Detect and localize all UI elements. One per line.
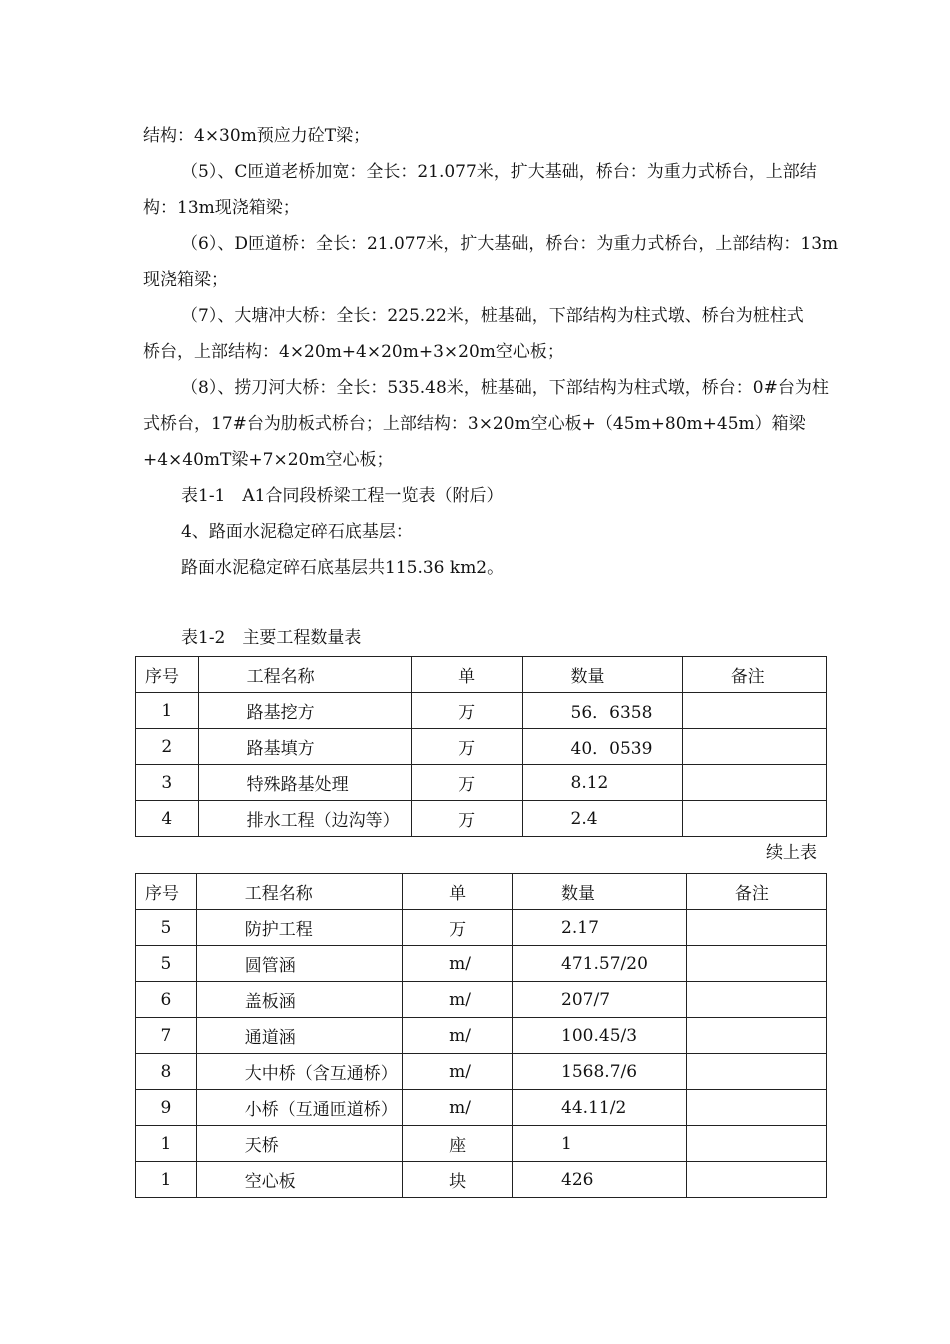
header-cell: 数量 [522,657,682,693]
cell-no: 2 [136,729,199,765]
table-header-row [136,657,827,693]
cell-unit: 万 [412,765,522,801]
cell-name: 路基填方 [198,729,411,765]
table-row [136,801,827,837]
cell-unit: 万 [403,910,513,946]
text-line: （7）、大塘冲大桥：全长：225.22米，桩基础，下部结构为柱式墩、桥台为桩柱式 [181,306,804,326]
cell-name: 防护工程 [196,910,402,946]
table-row [136,1054,827,1090]
header-cell: 备注 [682,657,826,693]
cell-name: 空心板 [196,1162,402,1198]
cell-quantity: 1 [513,1126,687,1162]
table-row [136,765,827,801]
cell-note [682,801,826,837]
section-heading: 4、路面水泥稳定碎石底基层： [181,522,413,542]
cell-no: 8 [136,1054,197,1090]
table-row [136,693,827,729]
cell-unit: m/ [403,1090,513,1126]
cell-quantity: 1568.7/6 [513,1054,687,1090]
header-cell: 工程名称 [198,657,411,693]
cell-note [686,1018,826,1054]
text-line: （6）、D匝道桥：全长：21.077米，扩大基础，桥台：为重力式桥台，上部结构：13m [181,234,839,254]
text-line: +4×40mT梁+7×20m空心板； [143,450,394,470]
body-text [143,118,843,586]
cell-quantity: 40．0539 [522,729,682,765]
cell-quantity: 2.17 [513,910,687,946]
cell-no: 1 [136,693,199,729]
cell-name: 路基挖方 [198,693,411,729]
header-cell: 序号 [136,657,199,693]
header-cell: 备注 [686,874,826,910]
cell-note [686,1126,826,1162]
cell-no: 7 [136,1018,197,1054]
table-row [136,1018,827,1054]
cell-no: 5 [136,910,197,946]
cell-quantity: 426 [513,1162,687,1198]
cell-name: 圆管涵 [196,946,402,982]
cell-name: 天桥 [196,1126,402,1162]
table-caption: 表1-2 主要工程数量表 [181,628,362,648]
table-row [136,910,827,946]
cell-unit: 块 [403,1162,513,1198]
cell-unit: m/ [403,982,513,1018]
cell-no: 5 [136,946,197,982]
cell-no: 1 [136,1162,197,1198]
cell-note [682,693,826,729]
cell-quantity: 56．6358 [522,693,682,729]
cell-unit: 座 [403,1126,513,1162]
cell-no: 3 [136,765,199,801]
cell-quantity: 100.45/3 [513,1018,687,1054]
cell-name: 特殊路基处理 [198,765,411,801]
cell-unit: m/ [403,1054,513,1090]
table-row [136,1126,827,1162]
cell-note [686,946,826,982]
cell-quantity: 471.57/20 [513,946,687,982]
header-cell: 单 [412,657,522,693]
header-cell: 工程名称 [196,874,402,910]
table-row [136,1162,827,1198]
text-line: 式桥台，17#台为肋板式桥台；上部结构：3×20m空心板+（45m+80m+45m）箱梁 [143,414,806,434]
cell-name: 排水工程（边沟等） [198,801,411,837]
cell-no: 6 [136,982,197,1018]
cell-quantity: 2.4 [522,801,682,837]
cell-quantity: 207/7 [513,982,687,1018]
quantity-table [135,656,827,837]
cell-note [686,1054,826,1090]
cell-unit: m/ [403,1018,513,1054]
table-row [136,982,827,1018]
cell-note [686,982,826,1018]
text-line: 构：13m现浇箱梁； [143,198,300,218]
table-row [136,946,827,982]
cell-name: 通道涵 [196,1018,402,1054]
table-row [136,1090,827,1126]
quantity-table-continued [135,873,827,1198]
text-line: 现浇箱梁； [143,270,228,290]
header-cell: 单 [403,874,513,910]
cell-name: 大中桥（含互通桥） [196,1054,402,1090]
cell-note [686,1090,826,1126]
cell-unit: 万 [412,729,522,765]
cell-quantity: 44.11/2 [513,1090,687,1126]
cell-unit: m/ [403,946,513,982]
table-header-row [136,874,827,910]
cell-unit: 万 [412,693,522,729]
cell-name: 盖板涵 [196,982,402,1018]
cell-note [686,910,826,946]
text-line: 路面水泥稳定碎石底基层共115.36 km2。 [181,558,505,578]
cell-unit: 万 [412,801,522,837]
cell-name: 小桥（互通匝道桥） [196,1090,402,1126]
cell-note [686,1162,826,1198]
header-cell: 序号 [136,874,197,910]
continued-label: 续上表 [766,843,817,863]
cell-note [682,765,826,801]
cell-no: 1 [136,1126,197,1162]
cell-note [682,729,826,765]
text-line: 结构：4×30m预应力砼T梁； [143,126,371,146]
text-line: （8）、捞刀河大桥：全长：535.48米，桩基础，下部结构为柱式墩，桥台：0#台为柱 [181,378,829,398]
table-row [136,729,827,765]
table-reference: 表1-1 A1合同段桥梁工程一览表（附后） [181,486,504,506]
cell-quantity: 8.12 [522,765,682,801]
text-line: 桥台，上部结构：4×20m+4×20m+3×20m空心板； [143,342,564,362]
text-line: （5）、C匝道老桥加宽：全长：21.077米，扩大基础，桥台：为重力式桥台，上部结 [181,162,817,182]
cell-no: 4 [136,801,199,837]
cell-no: 9 [136,1090,197,1126]
header-cell: 数量 [513,874,687,910]
